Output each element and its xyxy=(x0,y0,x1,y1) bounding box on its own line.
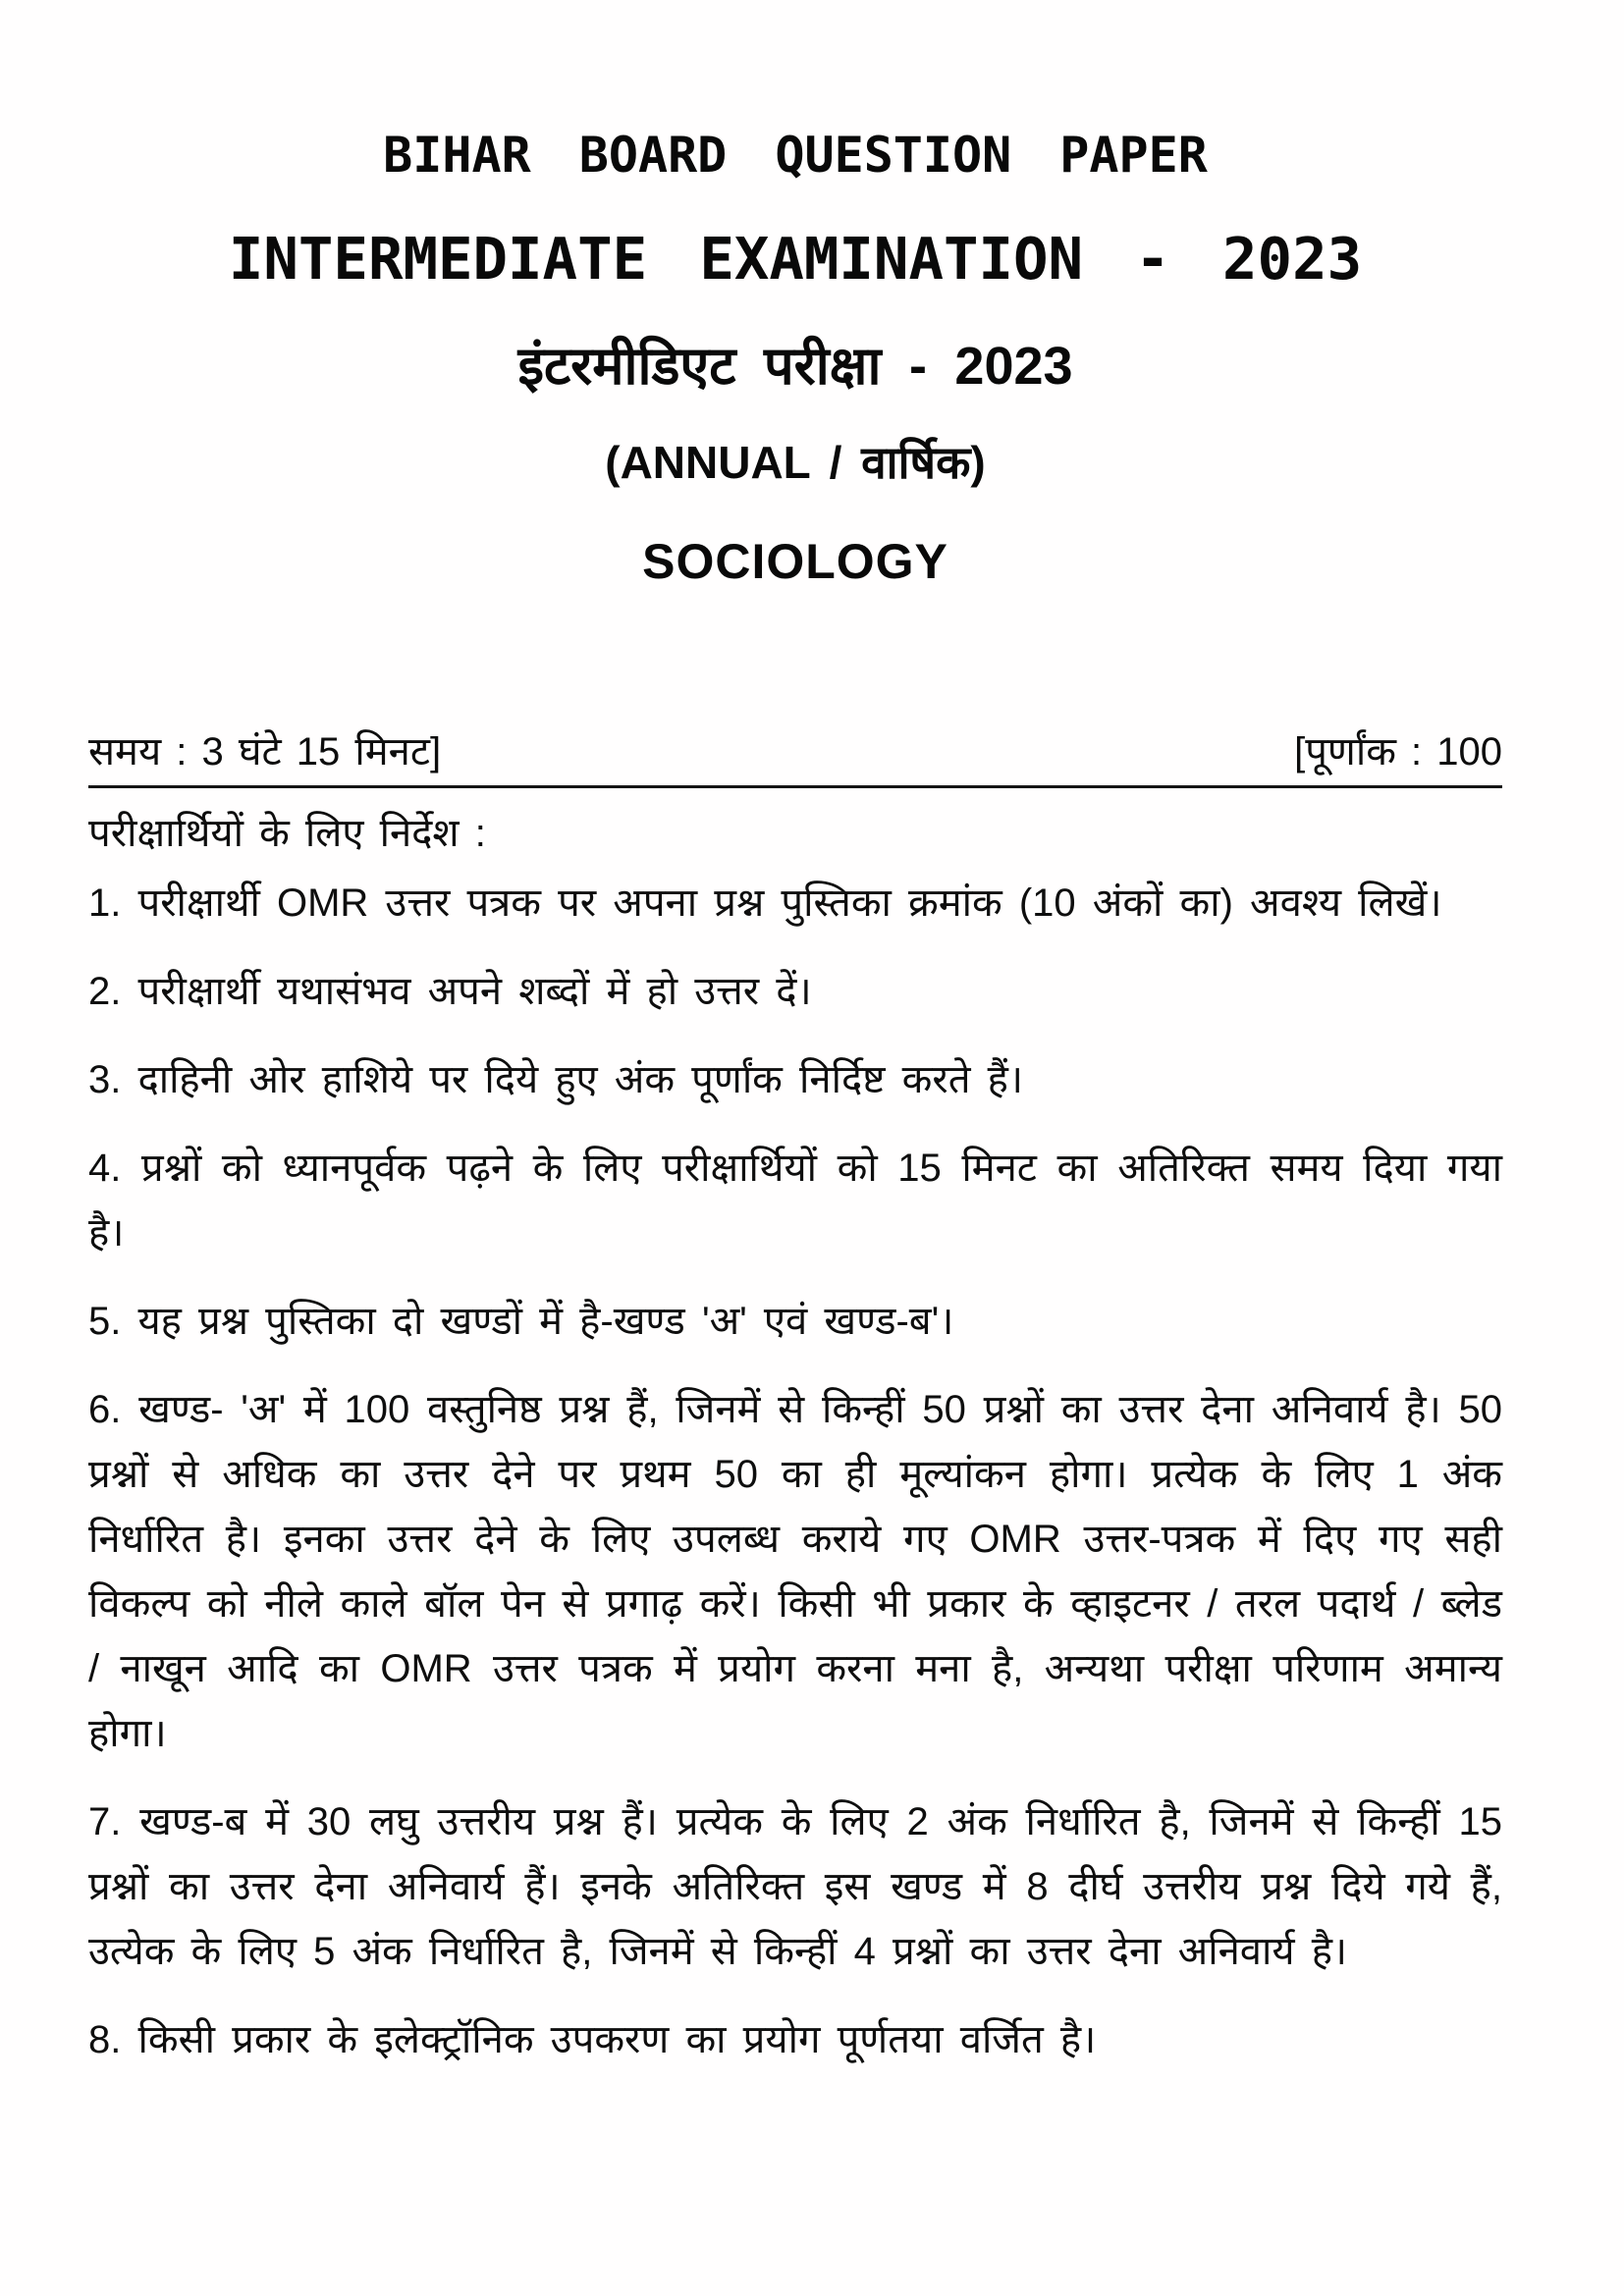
paper-header xyxy=(88,126,1502,591)
instruction-item-8: 8. किसी प्रकार के इलेक्ट्रॉनिक उपकरण का प्रयोग पूर्णतया वर्जित है। xyxy=(88,2018,1097,2061)
subject-title: SOCIOLOGY xyxy=(642,534,948,589)
exam-title-hindi: इंटरमीडिएट परीक्षा - 2023 xyxy=(517,337,1073,396)
instruction-item-6: 6. खण्ड- 'अ' में 100 वस्तुनिष्ठ प्रश्न हैं, जिनमें से किन्हीं 50 प्रश्नों का उत्तर देना अनिवार्य है। 50 प्रश्नों से अधिक का उत्तर देने पर प्रथम 50 का ही मूल्यांकन होगा। प्रत्येक के लिए 1 अंक निर्धारित है। इनका उत्तर देने के लिए उपलब्ध कराये गए OMR उत्तर-पत्रक में दिए गए सही विकल्प को नीले काले बॉल पेन से प्रगाढ़ करें। किसी भी प्रकार के व्हाइटनर / तरल पदार्थ / ब्लेड / नाखून आदि का OMR उत्तर पत्रक में प्रयोग करना मना है, अन्यथा परीक्षा परिणाम अमान्य होगा। xyxy=(88,1388,1502,1755)
instruction-item-3: 3. दाहिनी ओर हाशिये पर दिये हुए अंक पूर्णांक निर्दिष्ट करते हैं। xyxy=(88,1058,1024,1101)
instruction-item-4: 4. प्रश्नों को ध्यानपूर्वक पढ़ने के लिए परीक्षार्थियों को 15 मिनट का अतिरिक्त समय दिया गया है। xyxy=(88,1147,1502,1255)
instruction-item-1: 1. परीक्षार्थी OMR उत्तर पत्रक पर अपना प्रश्न पुस्तिका क्रमांक (10 अंकों का) अवश्य लिखें। xyxy=(88,881,1442,925)
instructions-heading: परीक्षार्थियों के लिए निर्देश : xyxy=(88,812,486,855)
instruction-item-5: 5. यह प्रश्न पुस्तिका दो खण्डों में है-खण्ड 'अ' एवं खण्ड-ब'। xyxy=(88,1300,954,1343)
exam-title-english: INTERMEDIATE EXAMINATION - 2023 xyxy=(228,225,1363,293)
instruction-item-2: 2. परीक्षार्थी यथासंभव अपने शब्दों में हो उत्तर दें। xyxy=(88,970,812,1013)
instruction-item-7: 7. खण्ड-ब में 30 लघु उत्तरीय प्रश्न हैं। प्रत्येक के लिए 2 अंक निर्धारित है, जिनमें से किन्हीं 15 प्रश्नों का उत्तर देना अनिवार्य हैं। इनके अतिरिक्त इस खण्ड में 8 दीर्घ उत्तरीय प्रश्न दिये गये हैं, उत्येक के लिए 5 अंक निर्धारित है, जिनमें से किन्हीं 4 प्रश्नों का उत्तर देना अनिवार्य है। xyxy=(88,1800,1502,1973)
exam-type-annual: (ANNUAL / वार्षिक) xyxy=(605,437,986,488)
time-marks-rule-row xyxy=(88,726,1502,788)
full-marks-label: [पूर्णांक : 100 xyxy=(1294,730,1502,774)
board-title: BIHAR BOARD QUESTION PAPER xyxy=(383,127,1208,184)
time-allowed-label: समय : 3 घंटे 15 मिनट] xyxy=(88,730,442,774)
